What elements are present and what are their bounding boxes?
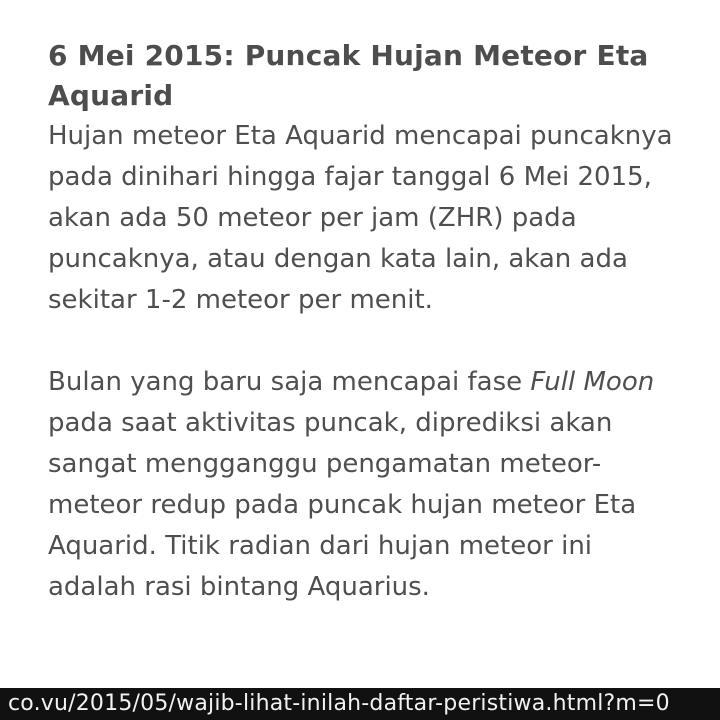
url-text: co.vu/2015/05/wajib-lihat-inilah-daftar-peristiwa.html?m=0 <box>8 691 670 716</box>
paragraph-moon-text-start: Bulan yang baru saja mencapai fase <box>48 367 531 397</box>
paragraph-moon-info <box>48 362 688 608</box>
paragraph-moon-text-end: pada saat aktivitas puncak, diprediksi akan sangat mengganggu pengamatan meteor-meteor redup pada puncak hujan meteor Eta Aquarid. Titik radian dari hujan meteor ini adalah rasi bintang Aquarius. <box>48 408 637 602</box>
section-heading: 6 Mei 2015: Puncak Hujan Meteor Eta Aquarid <box>48 39 649 112</box>
article-body <box>48 0 688 608</box>
full-moon-italic: Full Moon <box>530 367 655 397</box>
url-bar[interactable] <box>0 688 720 720</box>
paragraph-peak-info: Hujan meteor Eta Aquarid mencapai puncaknya pada dinihari hingga fajar tanggal 6 Mei 2015, akan ada 50 meteor per jam (ZHR) pada puncaknya, atau dengan kata lain, akan ada sekitar 1-2 meteor per menit. <box>48 121 673 315</box>
